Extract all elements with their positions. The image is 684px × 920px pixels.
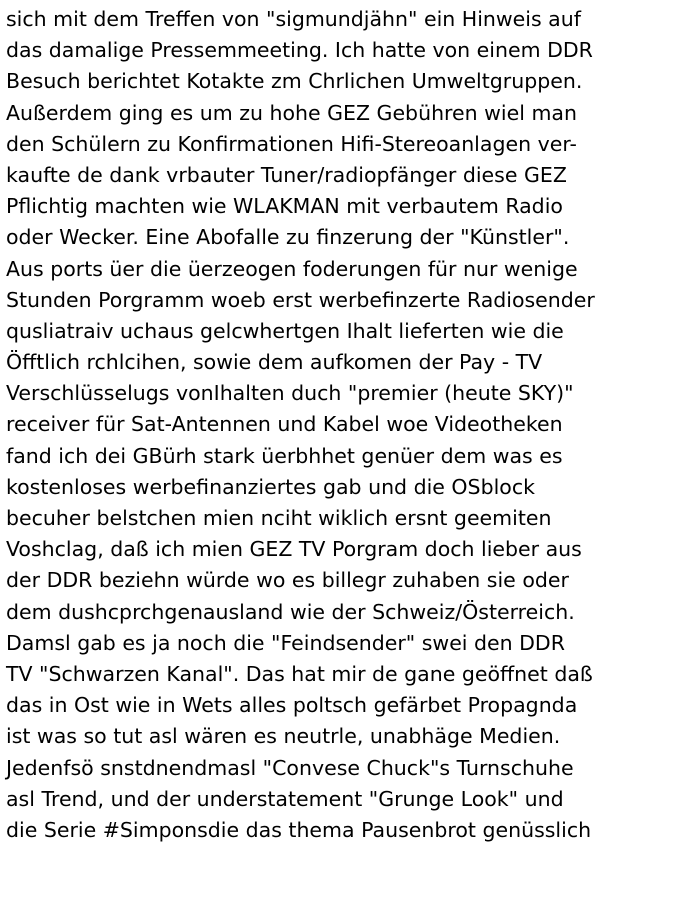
text-line: oder Wecker. Eine Abofalle zu finzerung der "Künstler".: [6, 225, 570, 250]
text-line: Verschlüsselugs vonIhalten duch "premier (heute SKY)": [6, 381, 574, 406]
text-line: Aus ports üer die üerzeogen foderungen für nur wenige: [6, 256, 578, 281]
document-text: [6, 4, 684, 846]
text-line: becuher belstchen mien nciht wiklich ersnt geemiten: [6, 506, 552, 530]
text-line: kaufte de dank vrbauter Tuner/radiopfänger diese GEZ: [6, 162, 567, 187]
text-line: dem dushcprchgenausland wie der Schweiz/Österreich.: [6, 599, 575, 624]
text-line: Außerdem ging es um zu hohe GEZ Gebühren wiel man: [6, 100, 577, 125]
text-line: den Schülern zu Konfirmationen Hifi-Stereoanlagen ver-: [6, 131, 577, 156]
text-line: das in Ost wie in Wets alles poltsch gefärbet Propagnda: [6, 693, 578, 718]
text-line: receiver für Sat-Antennen und Kabel woe Videotheken: [6, 412, 563, 437]
text-line: Voshclag, daß ich mien GEZ TV Porgram doch lieber aus: [6, 537, 582, 562]
text-line: sich mit dem Treffen von "sigmundjähn" ein Hinweis auf: [6, 7, 581, 31]
text-line: TV "Schwarzen Kanal". Das hat mir de gane geöffnet daß: [6, 661, 593, 686]
text-line: asl Trend, und der understatement "Grunge Look" und: [6, 786, 564, 811]
text-line: Jedenfsö snstdnendmasl "Convese Chuck"s Turnschuhe: [6, 755, 574, 780]
text-line: fand ich dei GBürh stark üerbhhet genüer dem was es: [6, 443, 563, 468]
text-line: Besuch berichtet Kotakte zm Chrlichen Umweltgruppen.: [6, 69, 583, 94]
text-line: Damsl gab es ja noch die "Feindsender" swei den DDR: [6, 630, 565, 655]
text-line: Stunden Porgramm woeb erst werbefinzerte Radiosender: [6, 287, 595, 312]
text-line: kostenloses werbefinanziertes gab und die OSblock: [6, 474, 535, 499]
text-line: das damalige Pressemmeeting. Ich hatte von einem DDR: [6, 38, 593, 63]
text-line: die Serie #Simponsdie das thema Pausenbrot genüsslich: [6, 817, 592, 842]
text-line: Pflichtig machten wie WLAKMAN mit verbautem Radio: [6, 194, 563, 219]
text-line: Öfftlich rchlcihen, sowie dem aufkomen der Pay - TV: [6, 350, 543, 375]
text-line: ist was so tut asl wären es neutrle, unabhäge Medien.: [6, 724, 561, 749]
text-line: qusliatraiv uchaus gelcwhertgen Ihalt lieferten wie die: [6, 318, 564, 343]
text-line: der DDR beziehn würde wo es billegr zuhaben sie oder: [6, 568, 569, 593]
